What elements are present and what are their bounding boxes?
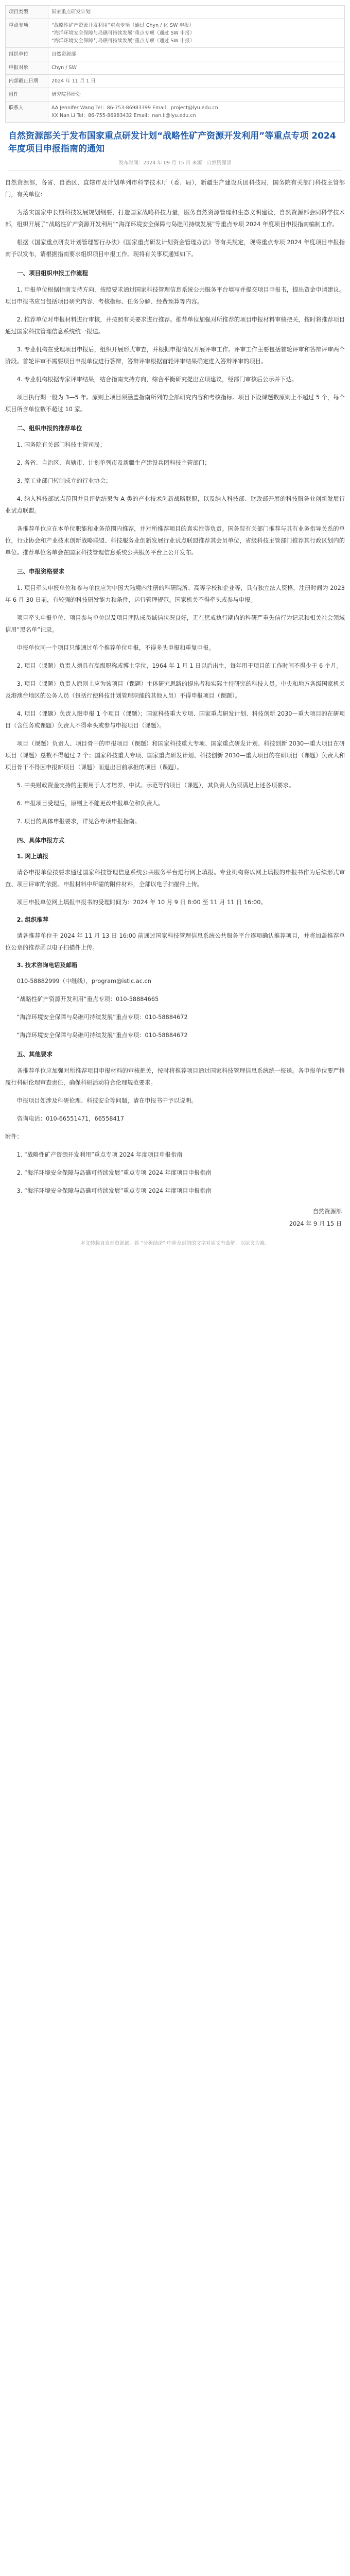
section-paragraph: 2. 各省、自治区、直辖市、计划单列市及新疆生产建设兵团科技主管部门； <box>16 460 211 466</box>
section-paragraph: 6. 申报项目受理后，原则上不能更改申报单位和负责人。 <box>16 800 164 807</box>
section-heading: 二、组织申报的推荐单位 <box>17 425 82 432</box>
meta-value-line: “海洋环境安全保障与岛礁可持续发展”重点专项（通过 SW 申报） <box>51 38 195 44</box>
meta-value: 自然资源部 <box>48 48 345 61</box>
section-heading: 四、具体申报方式 <box>17 837 64 844</box>
subsection-paragraph: “战略性矿产资源开发利用”重点专项：010-58884665 <box>16 996 159 1003</box>
section-paragraph: 项目（课题）负责人、项目骨干的申报项目（课题）和国家科技重大专项、国家重点研发计划、科技创新 2030—重大项目在研项目（课题）总数不得超过 2 个；国家科技重大专项、国家重点研发计划、科技创新 2030—重大项目的在研项目（课题）负责人和项目骨干不得因申报新项目（课题）而退出目前承担的项目（课题）。 <box>5 740 345 771</box>
section-paragraph: 各推荐单位应加强对所推荐项目申报材料的审核把关，按时将推荐项目通过国家科技管理信息系统统一报送。各申报单位要严格履行科研伦理审查责任，确保科研活动符合伦理规范要求。 <box>5 1067 345 1086</box>
subsection-paragraph: 010-58882999（中继线），program@istic.ac.cn <box>16 978 151 985</box>
meta-row <box>6 88 345 101</box>
meta-value: AA Jennifer Wang Tel：86-753-86983399 Email：project@lyu.edu.cn XX Nan Li Tel：86-755-86983432 Email：nan.li@lyu.edu.cn <box>48 101 345 123</box>
meta-key: 申报对象 <box>6 61 48 75</box>
article-body <box>5 177 345 1230</box>
meta-value: 2024 年 11 月 1 日 <box>48 75 345 88</box>
meta-value <box>48 19 345 48</box>
section-paragraph: 1. 项目牵头申报单位和参与单位应为中国大陆境内注册的科研院所、高等学校和企业等，具有独立法人资格，注册时间为 2023 年 6 月 30 日前，有较强的科技研发能力和条件，运行管理规范。国家机关不得牵头或参与申报。 <box>5 585 345 603</box>
meta-key: 项目类型 <box>6 6 48 19</box>
intro-paragraph: 自然资源部，各省、自治区、直辖市及计划单列市科学技术厅（委、局），新疆生产建设兵团科技局，国务院有关部门科技主管部门，有关单位： <box>5 179 345 198</box>
attachment-link[interactable]: 3. “海洋环境安全保障与岛礁可持续发展”重点专项 2024 年度项目申报指南 <box>16 1188 212 1194</box>
meta-value: 研究院科研处 <box>48 88 345 101</box>
meta-value: Chyn / SW <box>48 61 345 75</box>
subsection-heading: 3. 技术咨询电话及邮箱 <box>16 962 78 969</box>
publish-info: 发布时间：2024 年 09 月 15 日 来源：自然资源部 <box>118 160 232 166</box>
meta-value-line: “战略性矿产资源开发利用”重点专项（通过 Chyn / 化 SW 申报） <box>51 23 194 28</box>
footnote: 本文转载自自然资源部。若 “分析结论” 中涉及到的的文字对原文有曲解，以原文为准。 <box>80 1241 270 1246</box>
attachments-label: 附件： <box>5 1133 23 1140</box>
section-paragraph: 4. 项目（课题）负责人限申报 1 个项目（课题）；国家科技重大专项、国家重点研发计划、科技创新 2030—重大项目的在研项目（含任务或课题）负责人不得牵头或参与申报项目（课题）。 <box>5 710 345 729</box>
attachment-link[interactable]: 1. “战略性矿产资源开发利用”重点专项 2024 年度项目申报指南 <box>16 1151 183 1158</box>
section-paragraph: 申报项目如涉及科研伦理、科技安全等问题，请在申报书中予以说明。 <box>16 1097 197 1104</box>
section-paragraph: 1. 国务院有关部门科技主管司局； <box>16 442 106 448</box>
section-heading: 三、申报资格要求 <box>17 568 64 575</box>
meta-value-line: “海洋环境安全保障与岛礁可持续发展”重点专项（通过 SW 申报） <box>51 30 195 36</box>
signature-date: 2024 年 9 月 15 日 <box>289 1221 342 1227</box>
article-title: 自然资源部关于发布国家重点研发计划“战略性矿产资源开发利用”等重点专项 2024 年度项目申报指南的通知 <box>8 131 336 154</box>
signature-org: 自然资源部 <box>312 1208 342 1215</box>
section-paragraph: 3. 项目（课题）负责人原则上应为该项目（课题）主体研究思路的提出者和实际主持研究的科技人员。中央和地方各级国家机关及港澳台地区的公务人员（包括行使科技计划管理职能的其他人员）不得申报项目（课题）。 <box>5 681 345 699</box>
meta-key: 内部截止日期 <box>6 75 48 88</box>
subsection-paragraph: “海洋环境安全保障与岛礁可持续发展”重点专项：010-58884672 <box>16 1014 188 1021</box>
meta-row <box>6 61 345 75</box>
subsection-paragraph: 项目申报单位网上填报申报书的受理时间为：2024 年 10 月 9 日 8:00 至 11 月 11 日 16:00。 <box>16 899 267 906</box>
meta-key: 联系人 <box>6 101 48 123</box>
section-paragraph: 7. 项目的具体申报要求，详见各专项申报指南。 <box>16 818 141 825</box>
intro-paragraph: 为落实国家中长期科技发展规划纲要，打造国家战略科技力量，服务自然资源管理和生态文明建设，自然资源部会同科学技术部，组织开展了“战略性矿产资源开发利用”“海洋环境安全保障与岛礁可持续发展”等重点专项 2024 年度项目申报指南编制工作。 <box>5 209 345 228</box>
section-paragraph: 各推荐单位应在本单位职能和业务范围内推荐，并对所推荐项目的真实性等负责。国务院有关部门推荐与其有业务指导关系的单位，行业协会和产业技术创新战略联盟、科技服务业创新发展行业试点联盟推荐其会员单位，省级科技主管部门推荐其行政区划内的单位。推荐单位名单会在国家科技管理信息系统公共服务平台上公开发布。 <box>5 526 345 556</box>
project-meta-table <box>5 5 345 123</box>
section-paragraph: 2. 项目（课题）负责人须具有高级职称或博士学位，1964 年 1 月 1 日以后出生，每年用于项目的工作时间不得少于 6 个月。 <box>16 663 342 669</box>
meta-row <box>6 6 345 19</box>
meta-key: 附件 <box>6 88 48 101</box>
page <box>0 0 350 1257</box>
section-paragraph: 1. 申报单位根据指南支持方向，按照要求通过国家科技管理信息系统公共服务平台填写并提交项目申报书，提出资金申请建议。项目申报书应当包括项目研究内容、考核指标、任务分解、经费预算等内容。 <box>5 286 345 305</box>
meta-row <box>6 101 345 123</box>
divider <box>8 170 342 171</box>
section-paragraph: 5. 中央财政资金支持的主要用于人才培养、中试、示范等的项目（课题），其负责人仍须满足上述各项要求。 <box>16 782 295 789</box>
section-paragraph: 咨询电话：010-66551471，66558417 <box>16 1115 125 1122</box>
subsection-paragraph: 请各申报单位按要求通过国家科技管理信息系统公共服务平台进行网上填报。专业机构将以网上填报的申报书作为后续形式审查、项目评审的依据。申报材料中所需的附件材料，全部以电子扫描件上传。 <box>5 869 345 888</box>
section-heading: 五、其他要求 <box>17 1050 52 1058</box>
meta-key: 重点专项 <box>6 19 48 48</box>
section-heading: 一、项目组织申报工作流程 <box>17 269 88 277</box>
section-paragraph: 项目执行期一般为 3—5 年。原则上项目须涵盖指南所列的全部研究内容和考核指标。项目下设课题数原则上不超过 5 个，每个项目所含单位数不超过 10 家。 <box>5 394 345 413</box>
section-paragraph: 2. 推荐单位对申报材料进行审核，并按照有关要求进行推荐。推荐单位加强对所推荐的项目申报材料审核把关，按时将推荐项目通过国家科技管理信息系统统一报送。 <box>5 316 345 335</box>
subsection-heading: 1. 网上填报 <box>16 853 48 860</box>
intro-paragraph: 根据《国家重点研发计划管理暂行办法》《国家重点研发计划资金管理办法》等有关规定，现将重点专项 2024 年度项目申报指南予以发布，请根据指南要求组织项目申报工作。现将有关事项通知如下。 <box>5 239 345 258</box>
section-paragraph: 4. 纳入科技部试点范围并且评估结果为 A 类的产业技术创新战略联盟，以及纳入科技部、财政部开展的科技服务业创新发展行业试点联盟。 <box>5 496 345 514</box>
section-paragraph: 4. 专业机构根据专家评审结果，结合指南支持方向，综合平衡研究提出立项建议，经部门审核后公示并下达。 <box>16 376 297 383</box>
subsection-heading: 2. 组织推荐 <box>16 917 48 923</box>
section-paragraph: 项目牵头申报单位、项目参与单位以及项目团队成员诚信状况良好，无在惩戒执行期内的科研严重失信行为记录和相关社会领域信用“黑名单”记录。 <box>5 615 345 633</box>
meta-row <box>6 75 345 88</box>
attachment-link[interactable]: 2. “海洋环境安全保障与岛礁可持续发展”重点专项 2024 年度项目申报指南 <box>16 1170 212 1176</box>
section-paragraph: 3. 专业机构在受理项目申报后，组织开展形式审查，并根据申报情况开展评审工作。评审工作主要包括首轮评审和答辩评审两个阶段。首轮评审不需要项目申报单位进行答辩，答辩评审根据首轮评审结果确定进入答辩评审的项目。 <box>5 346 345 365</box>
meta-row <box>6 48 345 61</box>
meta-row <box>6 19 345 48</box>
section-paragraph: 3. 原工业部门转制成立的行业协会； <box>16 478 112 484</box>
subsection-paragraph: “海洋环境安全保障与岛礁可持续发展”重点专项：010-58884672 <box>16 1032 188 1039</box>
meta-key: 组织单位 <box>6 48 48 61</box>
subsection-paragraph: 请各推荐单位于 2024 年 11 月 13 日 16:00 前通过国家科技管理信息系统公共服务平台逐项确认推荐项目，并将加盖推荐单位公章的推荐函以电子扫描件上传。 <box>5 933 345 951</box>
section-paragraph: 申报单位同一个项目只能通过单个推荐单位申报，不得多头申报和重复申报。 <box>16 645 215 651</box>
meta-value: 国家重点研发计划 <box>48 6 345 19</box>
